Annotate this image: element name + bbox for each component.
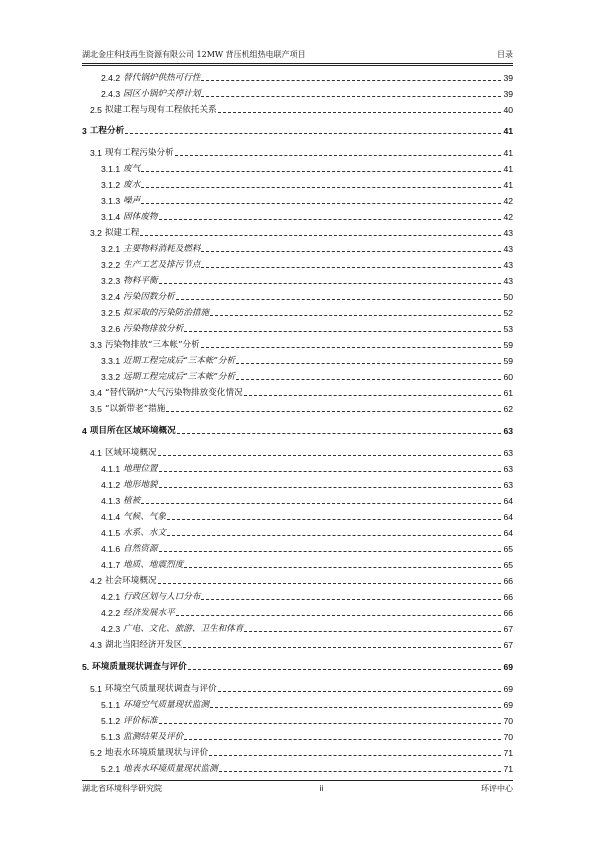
toc-dot-leader xyxy=(201,80,501,81)
toc-entry-number: 3 xyxy=(82,126,87,136)
toc-entry-title: “以新带老”措施 xyxy=(104,404,166,414)
toc-entry[interactable] xyxy=(82,511,513,523)
toc-entry-number: 4.1.2 xyxy=(101,480,121,490)
toc-entry[interactable] xyxy=(82,591,513,603)
toc-entry[interactable] xyxy=(82,307,513,319)
toc-entry-page: 64 xyxy=(503,512,513,522)
toc-dot-leader xyxy=(167,535,501,536)
toc-dot-leader xyxy=(236,379,501,380)
page-footer xyxy=(82,780,513,795)
toc-entry-number: 5.1.3 xyxy=(101,732,121,742)
toc-entry-title: 项目所在区域环境概况 xyxy=(89,426,176,436)
toc-entry-number: 4.2.3 xyxy=(101,624,121,634)
toc-entry[interactable] xyxy=(82,88,513,100)
toc-entry-page: 71 xyxy=(503,764,513,774)
toc-entry-title: 废水 xyxy=(123,180,141,190)
toc-entry-title: 污染物排放分析 xyxy=(123,324,184,334)
toc-entry-title: 拟建工程与现有工程依托关系 xyxy=(104,105,217,115)
toc-dot-leader xyxy=(210,315,501,316)
toc-entry[interactable] xyxy=(82,355,513,367)
footer-department: 环评中心 xyxy=(481,784,513,793)
toc-entry-page: 66 xyxy=(503,576,513,586)
toc-entry-number: 5.1 xyxy=(90,684,102,694)
toc-entry[interactable] xyxy=(82,623,513,635)
toc-dot-leader xyxy=(244,395,502,396)
toc-dot-leader xyxy=(159,723,502,724)
toc-entry-title: 废气 xyxy=(123,164,141,174)
toc-entry-number: 3.5 xyxy=(90,404,102,414)
toc-entry-page: 69 xyxy=(503,700,513,710)
toc-entry-title: 园区小锅炉关停计划 xyxy=(123,89,201,99)
toc-dot-leader xyxy=(184,739,501,740)
toc-entry-title: 近期工程完成后“三本帐”分析 xyxy=(123,356,236,366)
toc-entry-page: 42 xyxy=(503,196,513,206)
header-section: 目录 xyxy=(497,50,513,59)
toc-entry-title: 地形地貌 xyxy=(123,480,158,490)
toc-entry[interactable] xyxy=(82,371,513,383)
toc-entry[interactable] xyxy=(82,211,513,223)
toc-entry-number: 4.1.4 xyxy=(101,512,121,522)
toc-entry-title: 监测结果及评价 xyxy=(123,732,184,742)
toc-dot-leader xyxy=(141,171,501,172)
toc-entry[interactable] xyxy=(82,275,513,287)
toc-entry-title: 拟采取的污染防治措施 xyxy=(123,308,210,318)
toc-entry-title: 环境空气质量现状监测 xyxy=(123,700,210,710)
toc-entry-page: 41 xyxy=(503,148,513,158)
toc-entry[interactable] xyxy=(82,125,513,137)
toc-entry-page: 41 xyxy=(503,164,513,174)
toc-entry[interactable] xyxy=(82,179,513,191)
toc-entry-title: 区域环境概况 xyxy=(104,448,157,458)
toc-entry-title: 广电、文化、旅游、卫生和体育 xyxy=(123,624,244,634)
toc-dot-leader xyxy=(177,433,502,434)
toc-entry-title: 现有工程污染分析 xyxy=(104,148,174,158)
toc-entry[interactable] xyxy=(82,495,513,507)
toc-entry-page: 61 xyxy=(503,388,513,398)
toc-entry-number: 3.2.2 xyxy=(101,260,121,270)
toc-entry-page: 70 xyxy=(503,732,513,742)
toc-dot-leader xyxy=(140,235,501,236)
toc-entry[interactable] xyxy=(82,147,513,159)
toc-entry[interactable] xyxy=(82,425,513,437)
toc-entry-page: 62 xyxy=(503,404,513,414)
toc-entry-number: 3.3.2 xyxy=(101,372,121,382)
toc-dot-leader xyxy=(175,155,502,156)
toc-entry-number: 4.2.1 xyxy=(101,592,121,602)
toc-entry-number: 3.1 xyxy=(90,148,102,158)
toc-entry-number: 3.2.4 xyxy=(101,292,121,302)
toc-entry-page: 59 xyxy=(503,340,513,350)
toc-entry-page: 67 xyxy=(503,640,513,650)
toc-dot-leader xyxy=(188,669,502,670)
toc-entry-number: 4.2 xyxy=(90,576,102,586)
toc-entry-page: 39 xyxy=(503,89,513,99)
header-rule xyxy=(82,65,513,66)
toc-entry-number: 4.1.1 xyxy=(101,464,121,474)
toc-entry-number: 3.1.1 xyxy=(101,164,121,174)
toc-entry-title: “替代锅炉”大气污染物排放变化情况 xyxy=(104,388,243,398)
toc-entry-page: 42 xyxy=(503,212,513,222)
toc-entry-title: 远期工程完成后“三本帐”分析 xyxy=(123,372,236,382)
toc-entry-page: 64 xyxy=(503,528,513,538)
toc-entry-number: 3.1.3 xyxy=(101,196,121,206)
toc-entry-page: 71 xyxy=(503,748,513,758)
toc-entry-title: 行政区划与人口分布 xyxy=(123,592,201,602)
toc-entry-page: 63 xyxy=(503,480,513,490)
toc-entry[interactable] xyxy=(82,291,513,303)
toc-entry-page: 59 xyxy=(503,356,513,366)
toc-entry-title: 噪声 xyxy=(123,196,141,206)
toc-entry[interactable] xyxy=(82,163,513,175)
footer-organization: 湖北省环境科学研究院 xyxy=(82,784,162,793)
toc-entry-page: 53 xyxy=(503,324,513,334)
toc-entry-title: 替代锅炉供热可行性 xyxy=(123,73,201,83)
toc-entry[interactable] xyxy=(82,339,513,351)
toc-entry-page: 43 xyxy=(503,260,513,270)
toc-dot-leader xyxy=(159,487,502,488)
toc-entry-title: 地理位置 xyxy=(123,464,158,474)
toc-entry-number: 5.1.1 xyxy=(101,700,121,710)
toc-entry-title: 固体废物 xyxy=(123,212,158,222)
toc-entry-page: 41 xyxy=(503,180,513,190)
toc-dot-leader xyxy=(159,283,502,284)
toc-entry[interactable] xyxy=(82,661,513,673)
toc-dot-leader xyxy=(219,771,502,772)
toc-entry-title: 环境空气质量现状调查与评价 xyxy=(104,684,217,694)
toc-entry[interactable] xyxy=(82,72,513,84)
toc-entry-title: 植被 xyxy=(123,496,141,506)
toc-dot-leader xyxy=(218,112,502,113)
toc-dot-leader xyxy=(176,299,502,300)
toc-entry[interactable] xyxy=(82,543,513,555)
toc-entry-page: 66 xyxy=(503,608,513,618)
toc-entry-page: 40 xyxy=(503,105,513,115)
toc-entry-page: 67 xyxy=(503,624,513,634)
toc-entry[interactable] xyxy=(82,575,513,587)
toc-entry-number: 5.1.2 xyxy=(101,716,121,726)
toc-entry-number: 5.2 xyxy=(90,748,102,758)
toc-entry-title: 地质、地震烈度 xyxy=(123,560,184,570)
toc-entry[interactable] xyxy=(82,699,513,711)
toc-dot-leader xyxy=(210,707,501,708)
toc-entry-page: 43 xyxy=(503,228,513,238)
toc-entry-page: 70 xyxy=(503,716,513,726)
toc-entry-title: 经济发展水平 xyxy=(123,608,175,618)
toc-dot-leader xyxy=(218,691,502,692)
toc-entry-number: 3.1.2 xyxy=(101,180,121,190)
toc-entry[interactable] xyxy=(82,731,513,743)
toc-dot-leader xyxy=(209,755,501,756)
toc-entry[interactable] xyxy=(82,527,513,539)
toc-entry[interactable] xyxy=(82,683,513,695)
toc-dot-leader xyxy=(141,187,501,188)
toc-dot-leader xyxy=(176,615,502,616)
toc-entry-title: 物料平衡 xyxy=(123,276,158,286)
toc-entry[interactable] xyxy=(82,403,513,415)
toc-entry-number: 2.4.2 xyxy=(101,73,121,83)
toc-entry-title: 社会环境概况 xyxy=(104,576,157,586)
toc-entry-page: 66 xyxy=(503,592,513,602)
toc-entry-number: 4.3 xyxy=(90,640,102,650)
toc-entry[interactable] xyxy=(82,607,513,619)
toc-dot-leader xyxy=(158,583,502,584)
toc-entry-title: 气候、气象 xyxy=(123,512,167,522)
toc-dot-leader xyxy=(201,251,501,252)
toc-entry-title: 生产工艺及排污节点 xyxy=(123,260,201,270)
toc-entry-number: 3.2.6 xyxy=(101,324,121,334)
toc-entry-title: 主要物料消耗及燃料 xyxy=(123,244,201,254)
toc-entry[interactable] xyxy=(82,463,513,475)
toc-entry-title: 地表水环境质量现状与评价 xyxy=(104,748,209,758)
toc-entry-title: 评价标准 xyxy=(123,716,158,726)
toc-dot-leader xyxy=(141,503,501,504)
toc-dot-leader xyxy=(141,203,501,204)
toc-dot-leader xyxy=(159,471,502,472)
toc-dot-leader xyxy=(125,133,501,134)
toc-entry-number: 4.1.5 xyxy=(101,528,121,538)
toc-entry-number: 2.4.3 xyxy=(101,89,121,99)
toc-entry[interactable] xyxy=(82,639,513,651)
toc-entry[interactable] xyxy=(82,479,513,491)
page-header xyxy=(82,49,513,64)
page-number: ii xyxy=(319,784,324,793)
toc-dot-leader xyxy=(158,455,502,456)
toc-entry[interactable] xyxy=(82,323,513,335)
toc-entry-number: 4.1.3 xyxy=(101,496,121,506)
toc-entry-number: 3.4 xyxy=(90,388,102,398)
toc-entry-page: 50 xyxy=(503,292,513,302)
toc-dot-leader xyxy=(166,411,501,412)
toc-dot-leader xyxy=(201,347,502,348)
toc-entry-page: 60 xyxy=(503,372,513,382)
toc-entry-page: 69 xyxy=(503,662,513,672)
toc-entry-page: 43 xyxy=(503,244,513,254)
toc-entry-page: 64 xyxy=(503,496,513,506)
toc-entry[interactable] xyxy=(82,387,513,399)
toc-entry-title: 水系、水文 xyxy=(123,528,167,538)
toc-entry[interactable] xyxy=(82,447,513,459)
toc-entry[interactable] xyxy=(82,763,513,775)
toc-dot-leader xyxy=(201,96,501,97)
toc-dot-leader xyxy=(183,647,501,648)
toc-entry-title: 湖北当阳经济开发区 xyxy=(104,640,183,650)
toc-dot-leader xyxy=(201,599,501,600)
toc-dot-leader xyxy=(167,519,501,520)
toc-dot-leader xyxy=(159,551,502,552)
toc-entry-title: 拟建工程 xyxy=(104,228,140,238)
toc-entry-page: 63 xyxy=(503,464,513,474)
toc-entry-number: 3.2.1 xyxy=(101,244,121,254)
toc-entry-number: 3.2.3 xyxy=(101,276,121,286)
toc-dot-leader xyxy=(159,219,502,220)
toc-entry-page: 65 xyxy=(503,544,513,554)
toc-entry-page: 69 xyxy=(503,684,513,694)
toc-entry-page: 63 xyxy=(503,426,513,436)
header-title: 湖北金庄科技再生资源有限公司 12MW 背压机组热电联产项目 xyxy=(82,50,306,59)
toc-entry-number: 5. xyxy=(82,662,90,672)
toc-entry-number: 4.2.2 xyxy=(101,608,121,618)
toc-entry-number: 3.3.1 xyxy=(101,356,121,366)
toc-dot-leader xyxy=(201,267,501,268)
toc-entry-title: 地表水环境质量现状监测 xyxy=(123,764,218,774)
toc-entry[interactable] xyxy=(82,259,513,271)
toc-entry[interactable] xyxy=(82,243,513,255)
toc-entry-number: 3.2.5 xyxy=(101,308,121,318)
toc-dot-leader xyxy=(236,363,501,364)
toc-entry-page: 63 xyxy=(503,448,513,458)
toc-entry[interactable] xyxy=(82,104,513,116)
toc-entry[interactable] xyxy=(82,227,513,239)
toc-entry-title: 污染因数分析 xyxy=(123,292,175,302)
toc-entry-page: 39 xyxy=(503,73,513,83)
toc-entry[interactable] xyxy=(82,195,513,207)
toc-entry-number: 2.5 xyxy=(90,105,102,115)
toc-entry-number: 4.1.6 xyxy=(101,544,121,554)
toc-entry[interactable] xyxy=(82,715,513,727)
toc-entry-page: 52 xyxy=(503,308,513,318)
toc-entry-number: 3.3 xyxy=(90,340,102,350)
toc-entry-title: 工程分析 xyxy=(89,126,125,136)
toc-entry-number: 3.1.4 xyxy=(101,212,121,222)
toc-dot-leader xyxy=(184,567,501,568)
toc-dot-leader xyxy=(244,631,501,632)
toc-entry-title: 自然资源 xyxy=(123,544,158,554)
toc-entry-page: 41 xyxy=(503,126,513,136)
toc-entry-number: 4.1.7 xyxy=(101,560,121,570)
toc-entry[interactable] xyxy=(82,559,513,571)
toc-entry-page: 43 xyxy=(503,276,513,286)
toc-entry-title: 污染物排放“三本帐”分析 xyxy=(104,340,200,350)
toc-entry-number: 4.1 xyxy=(90,448,102,458)
toc-entry-number: 3.2 xyxy=(90,228,102,238)
toc-dot-leader xyxy=(184,331,501,332)
toc-entry-page: 65 xyxy=(503,560,513,570)
toc-entry-title: 环境质量现状调查与评价 xyxy=(92,662,187,672)
toc-entry[interactable] xyxy=(82,747,513,759)
toc-entry-number: 4 xyxy=(82,426,87,436)
toc-entry-number: 5.2.1 xyxy=(101,764,121,774)
